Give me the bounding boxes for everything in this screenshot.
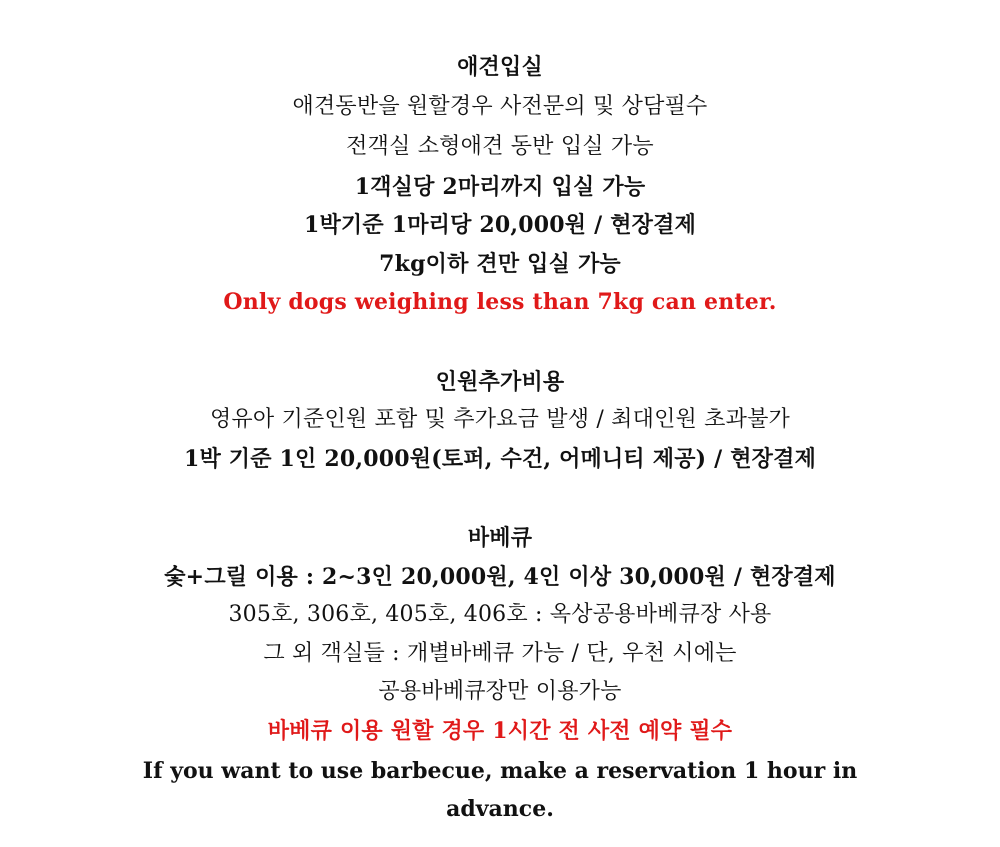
bbq-line-rain: 공용바베큐장만 이용가능 (378, 679, 622, 704)
extra-person-line-policy: 영유아 기준인원 포함 및 추가요금 발생 / 최대인원 초과불가 (209, 407, 790, 432)
bbq-line-other-rooms: 그 외 객실들 : 개별바베큐 가능 / 단, 우천 시에는 (263, 641, 737, 666)
pet-line-fee: 1박기준 1마리당 20,000원 / 현장결제 (303, 212, 697, 238)
bbq-line-fee: 숯+그릴 이용 : 2~3인 20,000원, 4인 이상 30,000원 / 현장결제 (164, 564, 836, 590)
extra-person-line-fee: 1박 기준 1인 20,000원(토퍼, 수건, 어메니티 제공) / 현장결제 (183, 446, 817, 472)
pet-line-weight-english: Only dogs weighing less than 7kg can enter. (223, 289, 777, 315)
bbq-line-reservation-english: If you want to use barbecue, make a reservation 1 hour in advance. (142, 758, 858, 822)
bbq-line-reservation: 바베큐 이용 원할 경우 1시간 전 사전 예약 필수 (267, 718, 733, 744)
pet-line-max-dogs: 1객실당 2마리까지 입실 가능 (354, 174, 646, 200)
pet-section-title: 애견입실 (457, 54, 543, 80)
pet-line-small-dogs: 전객실 소형애견 동반 입실 가능 (346, 134, 654, 159)
extra-person-section-title: 인원추가비용 (435, 369, 565, 395)
bbq-section-title: 바베큐 (467, 525, 533, 551)
pet-line-inquiry: 애견동반을 원할경우 사전문의 및 상담필수 (292, 94, 708, 119)
bbq-line-rooftop-rooms: 305호, 306호, 405호, 406호 : 옥상공용바베큐장 사용 (228, 602, 772, 627)
pet-line-weight: 7kg이하 견만 입실 가능 (379, 251, 621, 277)
